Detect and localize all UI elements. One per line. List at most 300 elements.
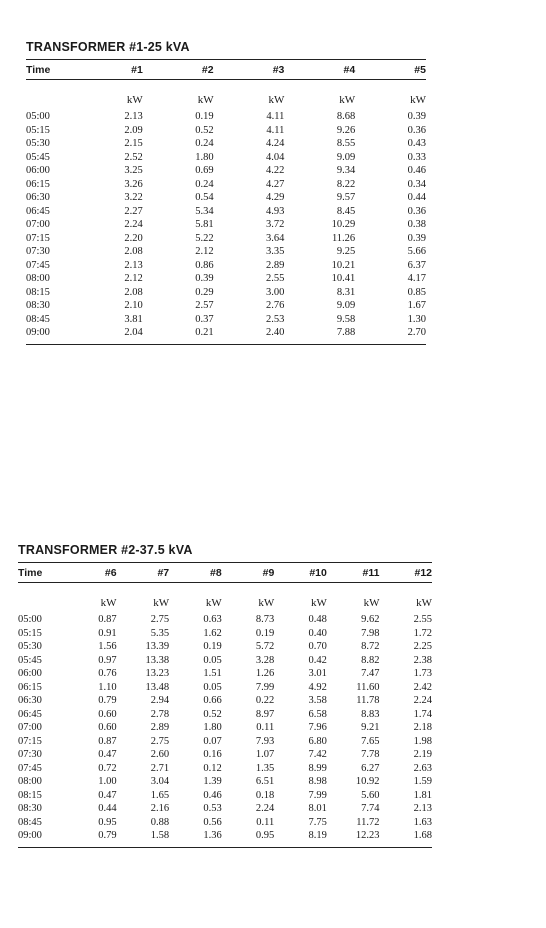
time-cell: 05:15: [18, 627, 42, 639]
value-cell: 8.73: [255, 614, 275, 625]
value-cell: 0.95: [255, 830, 275, 841]
value-cell: 9.62: [361, 614, 380, 625]
value-cell: 0.43: [407, 138, 426, 149]
table-row: [26, 164, 426, 178]
value-cell: 4.29: [266, 192, 285, 203]
unit-label: kW: [416, 597, 433, 609]
table-row: [26, 272, 426, 286]
value-cell: 2.12: [195, 246, 214, 257]
value-cell: 4.24: [266, 138, 285, 149]
value-cell: 0.39: [407, 111, 426, 122]
value-cell: 6.37: [407, 259, 426, 271]
value-cell: 0.91: [98, 627, 117, 639]
value-cell: 1.51: [203, 668, 222, 679]
value-cell: 2.16: [150, 803, 170, 814]
unit-label: kW: [258, 597, 275, 609]
value-cell: 2.27: [124, 205, 143, 217]
value-cell: 2.78: [150, 708, 170, 720]
header-row: [18, 563, 432, 582]
table-row: [26, 191, 426, 205]
value-cell: 3.58: [308, 695, 327, 706]
value-cell: 0.34: [407, 178, 426, 190]
table-row: [26, 218, 426, 232]
column-header: #9: [262, 566, 275, 579]
value-cell: 0.11: [256, 722, 275, 733]
value-cell: 2.24: [413, 695, 433, 706]
table-row: [26, 326, 426, 340]
unit-row: [18, 595, 432, 609]
column-header: #11: [362, 566, 380, 579]
value-cell: 0.46: [203, 789, 222, 801]
value-cell: 7.42: [308, 749, 327, 760]
value-cell: 0.47: [98, 749, 117, 760]
table-row: [26, 110, 426, 124]
value-cell: 0.52: [203, 708, 222, 720]
value-cell: 1.98: [413, 735, 433, 747]
value-cell: 0.38: [407, 219, 426, 230]
value-cell: 4.22: [266, 165, 285, 176]
value-cell: 0.21: [195, 327, 214, 338]
value-cell: 3.35: [266, 246, 285, 257]
value-cell: 0.40: [308, 627, 327, 639]
value-cell: 12.23: [355, 830, 380, 841]
time-cell: 05:00: [26, 111, 50, 122]
table-body: [26, 110, 426, 340]
value-cell: 0.36: [407, 205, 426, 217]
value-cell: 13.48: [145, 681, 170, 693]
time-cell: 08:45: [26, 313, 50, 325]
value-cell: 4.93: [266, 205, 285, 217]
table-title: TRANSFORMER #1-25 kVA: [26, 40, 190, 54]
time-cell: 05:15: [26, 124, 50, 136]
column-header: #2: [201, 63, 214, 76]
value-cell: 2.57: [195, 300, 214, 311]
value-cell: 4.17: [407, 273, 426, 284]
table-row: [26, 232, 426, 246]
value-cell: 10.92: [355, 776, 380, 787]
value-cell: 2.15: [124, 138, 143, 149]
value-cell: 1.80: [203, 722, 222, 733]
value-cell: 5.35: [150, 627, 170, 639]
value-cell: 0.29: [195, 286, 214, 298]
unit-label: kW: [100, 597, 117, 609]
value-cell: 2.55: [413, 614, 433, 625]
value-cell: 2.75: [150, 735, 170, 747]
time-cell: 08:45: [18, 816, 42, 828]
value-cell: 1.68: [413, 830, 433, 841]
value-cell: 3.72: [266, 219, 285, 230]
value-cell: 13.39: [145, 641, 170, 652]
value-cell: 1.59: [413, 776, 433, 787]
value-cell: 0.56: [203, 816, 222, 828]
value-cell: 0.19: [195, 111, 214, 122]
time-cell: 09:00: [18, 830, 42, 841]
time-header: Time: [26, 63, 51, 76]
value-cell: 1.07: [255, 749, 275, 760]
value-cell: 4.92: [308, 681, 327, 693]
value-cell: 0.85: [407, 286, 426, 298]
unit-label: kW: [197, 94, 214, 106]
table-title: TRANSFORMER #2-37.5 kVA: [18, 543, 193, 557]
header-rule: [18, 582, 432, 583]
column-header: #1: [131, 63, 143, 76]
column-header: #4: [343, 63, 356, 76]
value-cell: 3.28: [255, 654, 275, 666]
value-cell: 0.44: [407, 192, 426, 203]
table-row: [26, 313, 426, 327]
value-cell: 0.79: [98, 830, 117, 841]
value-cell: 0.69: [195, 165, 214, 176]
value-cell: 6.80: [308, 735, 327, 747]
table-row: [18, 735, 432, 749]
value-cell: 0.16: [203, 749, 222, 760]
value-cell: 10.21: [331, 259, 356, 271]
value-cell: 1.74: [413, 708, 433, 720]
value-cell: 5.81: [195, 219, 214, 230]
value-cell: 8.55: [336, 138, 356, 149]
value-cell: 2.38: [413, 654, 433, 666]
value-cell: 2.13: [124, 259, 143, 271]
value-cell: 1.35: [255, 762, 275, 774]
table-row: [18, 613, 432, 627]
value-cell: 2.09: [124, 124, 143, 136]
table-row: [18, 802, 432, 816]
value-cell: 9.25: [336, 246, 356, 257]
time-cell: 07:15: [18, 735, 42, 747]
time-cell: 06:30: [18, 695, 42, 706]
bottom-rule: [26, 344, 426, 345]
value-cell: 8.99: [308, 762, 327, 774]
value-cell: 1.58: [150, 830, 170, 841]
value-cell: 8.72: [361, 641, 380, 652]
value-cell: 0.87: [98, 735, 117, 747]
value-cell: 1.26: [255, 668, 275, 679]
value-cell: 0.76: [98, 668, 117, 679]
value-cell: 2.52: [124, 151, 143, 163]
value-cell: 4.04: [266, 151, 285, 163]
value-cell: 3.00: [266, 286, 285, 298]
value-cell: 2.63: [413, 762, 433, 774]
value-cell: 0.46: [407, 165, 426, 176]
column-header: #6: [104, 566, 117, 579]
table-row: [26, 299, 426, 313]
unit-label: kW: [153, 597, 170, 609]
time-cell: 05:30: [18, 641, 42, 652]
value-cell: 9.57: [336, 192, 356, 203]
value-cell: 7.78: [361, 749, 380, 760]
value-cell: 11.60: [356, 681, 380, 693]
column-header: #8: [210, 566, 222, 579]
unit-row: [26, 92, 426, 106]
value-cell: 1.56: [98, 641, 117, 652]
table-row: [26, 151, 426, 165]
value-cell: 8.19: [308, 830, 327, 841]
value-cell: 9.09: [336, 151, 356, 163]
transformer-1-table: [26, 40, 426, 345]
value-cell: 8.31: [336, 286, 356, 298]
value-cell: 0.79: [98, 695, 117, 706]
value-cell: 2.10: [124, 300, 143, 311]
value-cell: 1.30: [407, 313, 426, 325]
value-cell: 1.80: [195, 151, 214, 163]
value-cell: 6.51: [255, 776, 275, 787]
value-cell: 9.09: [336, 300, 356, 311]
time-cell: 07:15: [26, 232, 50, 244]
time-cell: 05:45: [26, 151, 50, 163]
value-cell: 0.33: [407, 151, 426, 163]
value-cell: 0.39: [195, 273, 214, 284]
value-cell: 6.58: [308, 708, 327, 720]
value-cell: 0.19: [203, 641, 222, 652]
column-header: #7: [157, 566, 170, 579]
value-cell: 2.08: [124, 286, 143, 298]
value-cell: 7.47: [361, 668, 380, 679]
time-cell: 07:45: [18, 762, 42, 774]
value-cell: 0.70: [308, 641, 327, 652]
table-row: [18, 775, 432, 789]
value-cell: 4.11: [266, 124, 285, 136]
value-cell: 8.45: [336, 205, 356, 217]
value-cell: 11.78: [356, 695, 380, 706]
header-row: [26, 60, 426, 79]
value-cell: 0.12: [203, 762, 222, 774]
table-row: [18, 654, 432, 668]
time-cell: 07:30: [26, 246, 50, 257]
value-cell: 0.63: [203, 614, 222, 625]
value-cell: 7.74: [361, 803, 380, 814]
table-row: [18, 762, 432, 776]
time-cell: 08:00: [26, 273, 50, 284]
value-cell: 1.81: [413, 789, 433, 801]
value-cell: 1.39: [203, 776, 222, 787]
value-cell: 10.29: [331, 219, 356, 230]
value-cell: 3.04: [150, 776, 170, 787]
bottom-rule: [18, 847, 432, 848]
value-cell: 4.11: [266, 111, 285, 122]
value-cell: 9.34: [336, 165, 356, 176]
value-cell: 7.93: [255, 735, 275, 747]
value-cell: 1.65: [150, 789, 170, 801]
column-header: #3: [272, 63, 285, 76]
table-row: [26, 137, 426, 151]
value-cell: 2.20: [124, 232, 143, 244]
time-cell: 09:00: [26, 327, 50, 338]
time-cell: 06:15: [18, 681, 42, 693]
table-body: [18, 613, 432, 843]
value-cell: 7.96: [308, 722, 327, 733]
unit-label: kW: [268, 94, 285, 106]
time-cell: 08:15: [18, 789, 42, 801]
value-cell: 1.10: [98, 681, 117, 693]
table-row: [26, 178, 426, 192]
value-cell: 2.18: [413, 722, 433, 733]
value-cell: 1.67: [407, 300, 426, 311]
value-cell: 11.26: [331, 232, 356, 244]
value-cell: 2.71: [150, 762, 170, 774]
value-cell: 0.86: [195, 259, 214, 271]
value-cell: 8.83: [361, 708, 380, 720]
value-cell: 10.41: [331, 273, 356, 284]
value-cell: 0.60: [98, 722, 117, 733]
value-cell: 0.24: [195, 138, 214, 149]
value-cell: 0.37: [195, 313, 214, 325]
table-row: [18, 721, 432, 735]
value-cell: 0.22: [255, 695, 275, 706]
time-cell: 08:00: [18, 776, 42, 787]
table-row: [18, 816, 432, 830]
value-cell: 3.25: [124, 165, 143, 176]
table-row: [18, 627, 432, 641]
value-cell: 2.13: [413, 803, 433, 814]
value-cell: 0.05: [203, 654, 222, 666]
transformer-2-table: [18, 543, 432, 848]
table-row: [18, 640, 432, 654]
value-cell: 5.60: [361, 789, 380, 801]
value-cell: 1.72: [413, 627, 433, 639]
value-cell: 3.22: [124, 192, 143, 203]
value-cell: 13.23: [145, 668, 170, 679]
value-cell: 2.89: [266, 259, 285, 271]
value-cell: 0.60: [98, 708, 117, 720]
time-cell: 05:00: [18, 614, 42, 625]
value-cell: 9.58: [336, 313, 356, 325]
value-cell: 0.47: [98, 789, 117, 801]
value-cell: 2.70: [407, 327, 426, 338]
value-cell: 7.99: [255, 681, 275, 693]
value-cell: 2.12: [124, 273, 143, 284]
value-cell: 2.25: [413, 641, 433, 652]
value-cell: 0.87: [98, 614, 117, 625]
value-cell: 3.64: [266, 232, 285, 244]
value-cell: 0.11: [256, 816, 275, 828]
table-row: [26, 286, 426, 300]
value-cell: 3.26: [124, 178, 143, 190]
value-cell: 0.19: [255, 627, 275, 639]
value-cell: 0.44: [98, 803, 117, 814]
value-cell: 2.89: [150, 722, 170, 733]
value-cell: 0.97: [98, 654, 117, 666]
time-cell: 07:30: [18, 749, 42, 760]
value-cell: 2.24: [255, 803, 275, 814]
value-cell: 4.27: [266, 178, 285, 190]
value-cell: 8.82: [361, 654, 380, 666]
value-cell: 2.42: [413, 681, 433, 693]
time-cell: 07:45: [26, 259, 50, 271]
value-cell: 8.97: [255, 708, 275, 720]
value-cell: 2.76: [266, 300, 285, 311]
value-cell: 7.88: [336, 327, 356, 338]
table-row: [18, 829, 432, 843]
value-cell: 0.53: [203, 803, 222, 814]
value-cell: 6.27: [361, 762, 380, 774]
table-row: [26, 205, 426, 219]
value-cell: 0.72: [98, 762, 117, 774]
value-cell: 2.60: [150, 749, 170, 760]
value-cell: 2.08: [124, 246, 143, 257]
value-cell: 9.21: [361, 722, 380, 733]
value-cell: 8.22: [336, 178, 356, 190]
value-cell: 11.72: [356, 816, 380, 828]
value-cell: 2.94: [150, 695, 170, 706]
value-cell: 3.01: [308, 668, 327, 679]
column-header: #5: [414, 63, 426, 76]
table-row: [18, 694, 432, 708]
value-cell: 0.48: [308, 614, 327, 625]
value-cell: 1.62: [203, 627, 222, 639]
time-cell: 05:30: [26, 138, 50, 149]
time-cell: 08:15: [26, 286, 50, 298]
unit-label: kW: [410, 94, 426, 106]
value-cell: 1.63: [413, 816, 433, 828]
time-cell: 06:45: [18, 708, 42, 720]
value-cell: 13.38: [145, 654, 170, 666]
table-row: [26, 124, 426, 138]
value-cell: 0.05: [203, 681, 222, 693]
table-row: [18, 708, 432, 722]
value-cell: 8.98: [308, 776, 327, 787]
time-cell: 06:00: [18, 668, 42, 679]
time-header: Time: [18, 566, 43, 579]
value-cell: 7.65: [361, 735, 380, 747]
value-cell: 1.36: [203, 830, 222, 841]
value-cell: 1.00: [98, 776, 117, 787]
column-header: #12: [414, 566, 433, 579]
value-cell: 7.75: [308, 816, 327, 828]
table-row: [18, 667, 432, 681]
value-cell: 2.04: [124, 327, 143, 338]
unit-label: kW: [310, 597, 327, 609]
value-cell: 2.13: [124, 111, 143, 122]
value-cell: 2.24: [124, 219, 143, 230]
unit-label: kW: [126, 94, 143, 106]
unit-label: kW: [339, 94, 356, 106]
value-cell: 0.39: [407, 232, 426, 244]
time-cell: 06:00: [26, 165, 50, 176]
value-cell: 5.22: [195, 232, 214, 244]
value-cell: 5.34: [195, 205, 214, 217]
value-cell: 0.88: [150, 816, 170, 828]
time-cell: 07:00: [26, 219, 50, 230]
unit-label: kW: [205, 597, 222, 609]
value-cell: 2.53: [266, 313, 285, 325]
value-cell: 0.18: [255, 789, 275, 801]
value-cell: 2.40: [266, 327, 285, 338]
time-cell: 08:30: [26, 300, 50, 311]
header-rule: [26, 79, 426, 80]
time-cell: 08:30: [18, 803, 42, 814]
value-cell: 9.26: [336, 124, 356, 136]
time-cell: 06:30: [26, 192, 50, 203]
value-cell: 1.73: [413, 668, 433, 679]
table-row: [26, 245, 426, 259]
value-cell: 2.75: [150, 614, 170, 625]
table-row: [18, 681, 432, 695]
value-cell: 3.81: [124, 313, 143, 325]
value-cell: 0.95: [98, 816, 117, 828]
value-cell: 0.66: [203, 695, 222, 706]
unit-label: kW: [363, 597, 380, 609]
table-row: [26, 259, 426, 273]
value-cell: 0.54: [195, 192, 214, 203]
time-cell: 06:45: [26, 205, 50, 217]
value-cell: 7.99: [308, 789, 327, 801]
column-header: #10: [309, 566, 327, 579]
value-cell: 0.42: [308, 654, 327, 666]
time-cell: 07:00: [18, 722, 42, 733]
value-cell: 0.52: [195, 124, 214, 136]
value-cell: 7.98: [361, 627, 380, 639]
value-cell: 5.72: [255, 641, 275, 652]
